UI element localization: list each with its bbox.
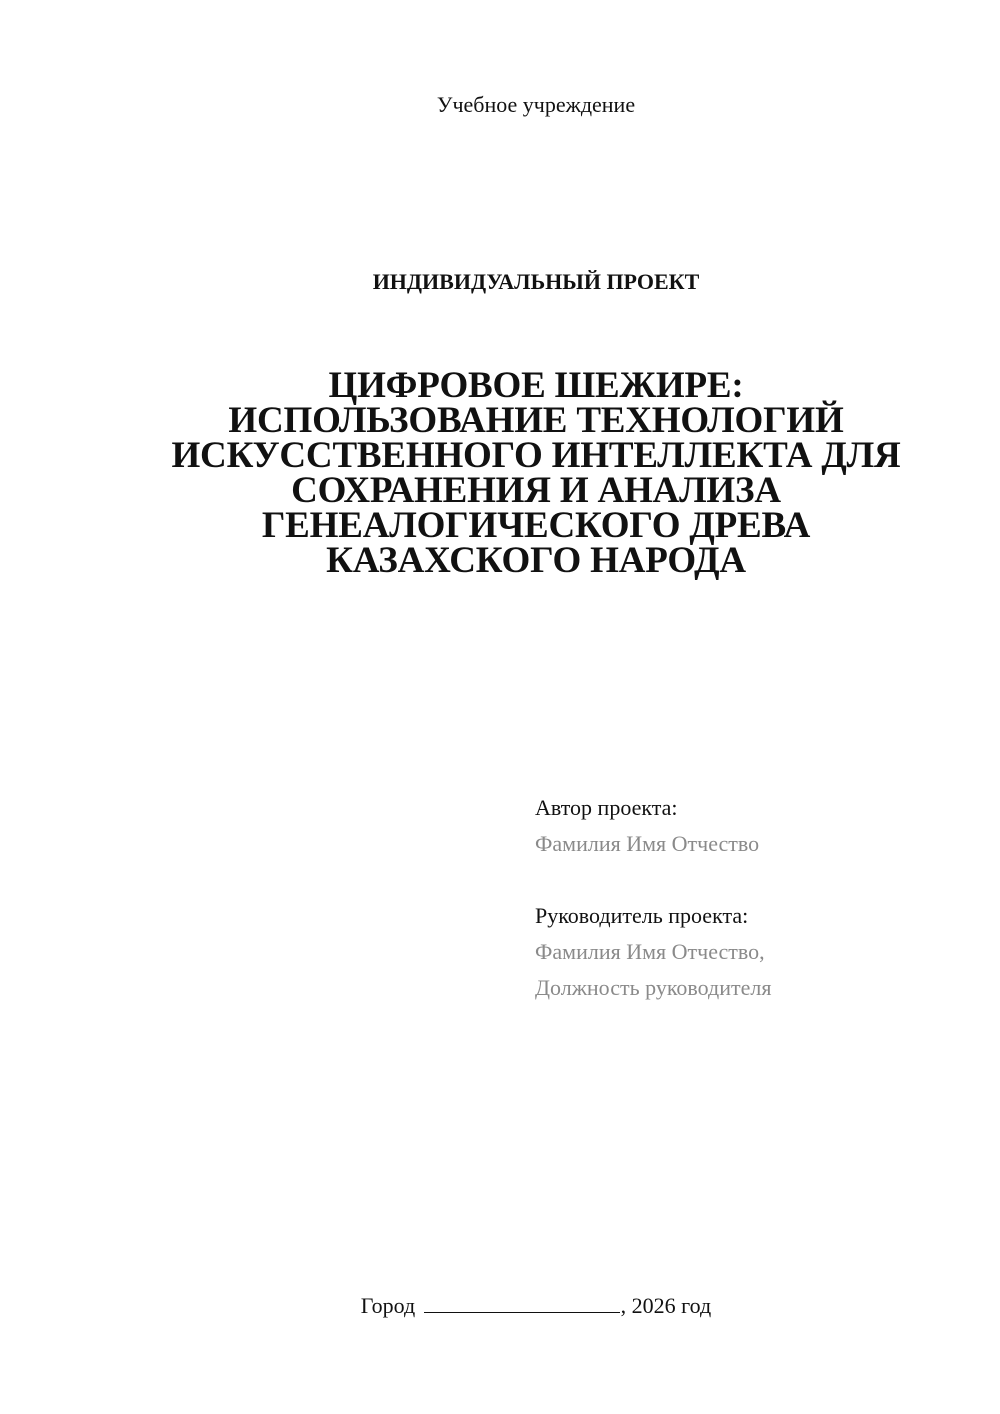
year-text: , 2026 год	[620, 1293, 712, 1318]
title-line: СОХРАНЕНИЯ И АНАЛИЗА	[291, 470, 781, 511]
title-line: ИСКУССТВЕННОГО ИНТЕЛЛЕКТА ДЛЯ	[171, 435, 901, 476]
supervisor-label: Руководитель проекта:	[535, 903, 749, 928]
credits-block	[535, 790, 975, 1006]
project-title	[80, 365, 992, 581]
supervisor-name-placeholder: Фамилия Имя Отчество,	[535, 939, 765, 964]
author-label: Автор проекта:	[535, 795, 678, 820]
title-line: ЦИФРОВОЕ ШЕЖИРЕ:	[328, 365, 744, 406]
title-line: ГЕНЕАЛОГИЧЕСКОГО ДРЕВА	[261, 505, 811, 546]
city-year-footer	[0, 1290, 1000, 1319]
title-line: КАЗАХСКОГО НАРОДА	[326, 540, 746, 581]
supervisor-position-placeholder: Должность руководителя	[535, 975, 772, 1000]
city-label: Город	[360, 1293, 416, 1318]
project-kind-heading: ИНДИВИДУАЛЬНЫЙ ПРОЕКТ	[372, 269, 700, 294]
city-blank-line	[424, 1290, 620, 1313]
spacer	[535, 862, 975, 898]
author-name-placeholder: Фамилия Имя Отчество	[535, 831, 760, 856]
institution-name: Учебное учреждение	[436, 92, 636, 117]
title-line: ИСПОЛЬЗОВАНИЕ ТЕХНОЛОГИЙ	[228, 400, 844, 441]
